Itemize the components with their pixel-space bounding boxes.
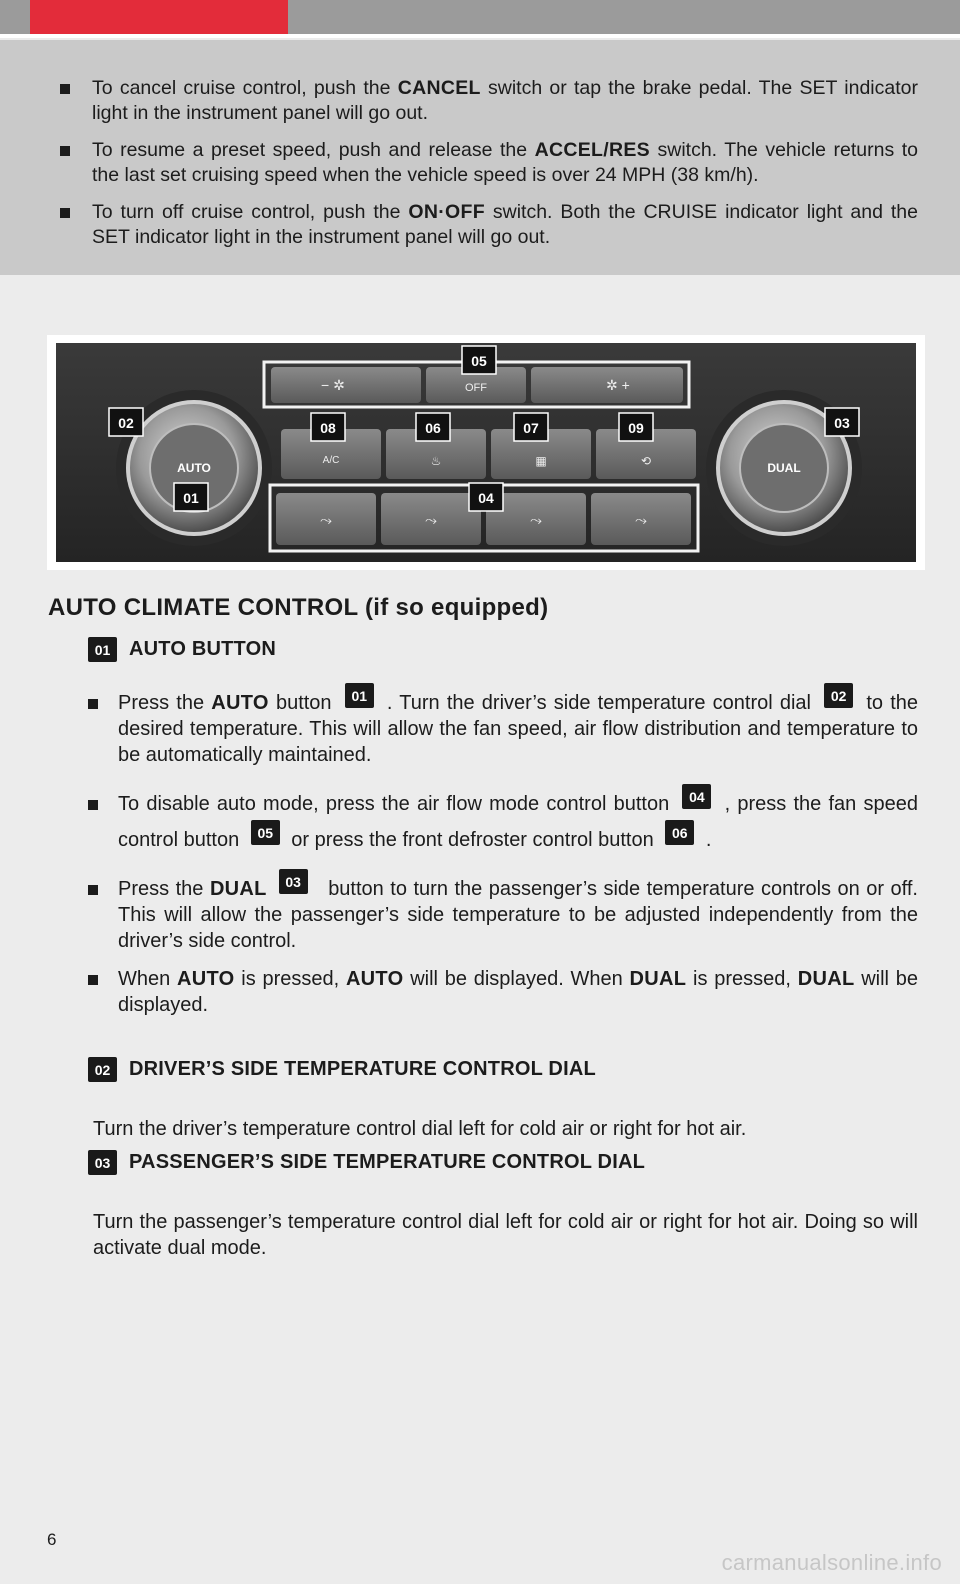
svg-text:02: 02 [118,415,134,431]
callout-07 [514,413,548,441]
bullet-square-icon [88,699,98,709]
cruise-bullet-cancel: To cancel cruise control, push the CANCEL switch or tap the brake pedal. The SET indicator light in the instrument panel will go out. [60,76,918,126]
badge-01: 01 [88,637,117,662]
driver-dial-title: DRIVER’S SIDE TEMPERATURE CONTROL DIAL [129,1058,596,1080]
svg-text:07: 07 [523,420,539,436]
page-number: 6 [47,1530,57,1549]
climate-control-photo [47,335,925,570]
callout-03 [825,408,859,436]
auto-bullet-dual: Press the DUAL 03 button to turn the passenger’s side temperature controls on or off. This will allow the passenger’s side temperature to be adjusted independently from the driver’s side control. [88,876,918,954]
badge-03: 03 [88,1150,117,1175]
callout-09 [619,413,653,441]
badge-02-inline: 02 [824,683,853,708]
callout-04 [469,483,503,511]
cruise-control-box [0,40,960,275]
svg-text:03: 03 [834,415,850,431]
airflow-defrost-foot-icon: ⤳ [634,511,648,529]
cruise-bullet-off: To turn off cruise control, push the ON·OFF switch. Both the CRUISE indicator light and the SET indicator light in the instrument panel will go out. [60,200,918,250]
auto-button-title: AUTO BUTTON [129,638,277,660]
watermark: carmanualsonline.info [721,1550,942,1575]
auto-bullet-display: When AUTO is pressed, AUTO will be displayed. When DUAL is pressed, DUAL will be displayed. [88,966,918,1018]
badge-01-inline: 01 [345,683,374,708]
airflow-foot-icon: ⤳ [529,511,543,529]
top-bar-accent [30,0,288,34]
badge-05-inline: 05 [251,820,280,845]
svg-text:04: 04 [478,490,494,506]
badge-04-inline: 04 [682,784,711,809]
recirculation-icon: ⟲ [640,454,652,468]
ac-label: A/C [322,455,340,466]
callout-01 [174,483,208,511]
auto-button-subheading [88,637,276,662]
bullet-square-icon [88,885,98,895]
top-bar-divider [0,34,960,38]
cruise-bullet-resume: To resume a preset speed, push and release the ACCEL/RES switch. The vehicle returns to the last set cruising speed when the vehicle speed is over 24 MPH (38 km/h). [60,138,918,188]
svg-text:05: 05 [471,353,487,369]
badge-02: 02 [88,1057,117,1082]
callout-05 [462,346,496,374]
svg-text:09: 09 [628,420,644,436]
fan-down-icon: − ✲ [321,377,345,393]
passenger-dial-title: PASSENGER’S SIDE TEMPERATURE CONTROL DIAL [129,1151,646,1173]
off-label: OFF [465,382,487,394]
section-title: AUTO CLIMATE CONTROL (if so equipped) [48,594,549,621]
dual-label: DUAL [767,461,801,475]
svg-text:06: 06 [425,420,441,436]
passenger-dial-subheading [88,1150,645,1175]
bullet-square-icon [88,800,98,810]
bullet-square-icon [60,84,70,94]
passenger-dial-text: Turn the passenger’s temperature control dial left for cold air or right for hot air. Doing so will activate dual mode. [93,1211,918,1259]
svg-text:08: 08 [320,420,336,436]
badge-06-inline: 06 [665,820,694,845]
airflow-face-icon: ⤳ [319,511,333,529]
rear-defroster-icon: ▦ [535,454,547,468]
airflow-bilevel-icon: ⤳ [424,511,438,529]
auto-bullet-press-auto: Press the AUTO button 01 . Turn the driver’s side temperature control dial 02 to the desired temperature. This will allow the fan speed, air flow distribution and temperature to be automatically maintained. [88,690,918,768]
driver-dial-subheading [88,1057,596,1082]
defroster-icon: ♨ [430,454,442,468]
fan-up-icon: ✲ + [606,377,630,393]
bullet-square-icon [60,146,70,156]
callout-02 [109,408,143,436]
fan-speed-down-button [271,367,421,403]
callout-06 [416,413,450,441]
badge-03-inline: 03 [279,869,308,894]
svg-text:01: 01 [183,490,199,506]
bullet-square-icon [88,975,98,985]
climate-panel-illustration [56,343,916,562]
auto-bullet-disable: To disable auto mode, press the air flow mode control button 04 , press the fan speed control button 05 or press the front defroster control button 06 . [88,786,918,858]
auto-button-bullets [88,687,918,1030]
driver-dial-text: Turn the driver’s temperature control dial left for cold air or right for hot air. [93,1118,747,1140]
callout-08 [311,413,345,441]
bullet-square-icon [60,208,70,218]
auto-label: AUTO [177,461,211,475]
